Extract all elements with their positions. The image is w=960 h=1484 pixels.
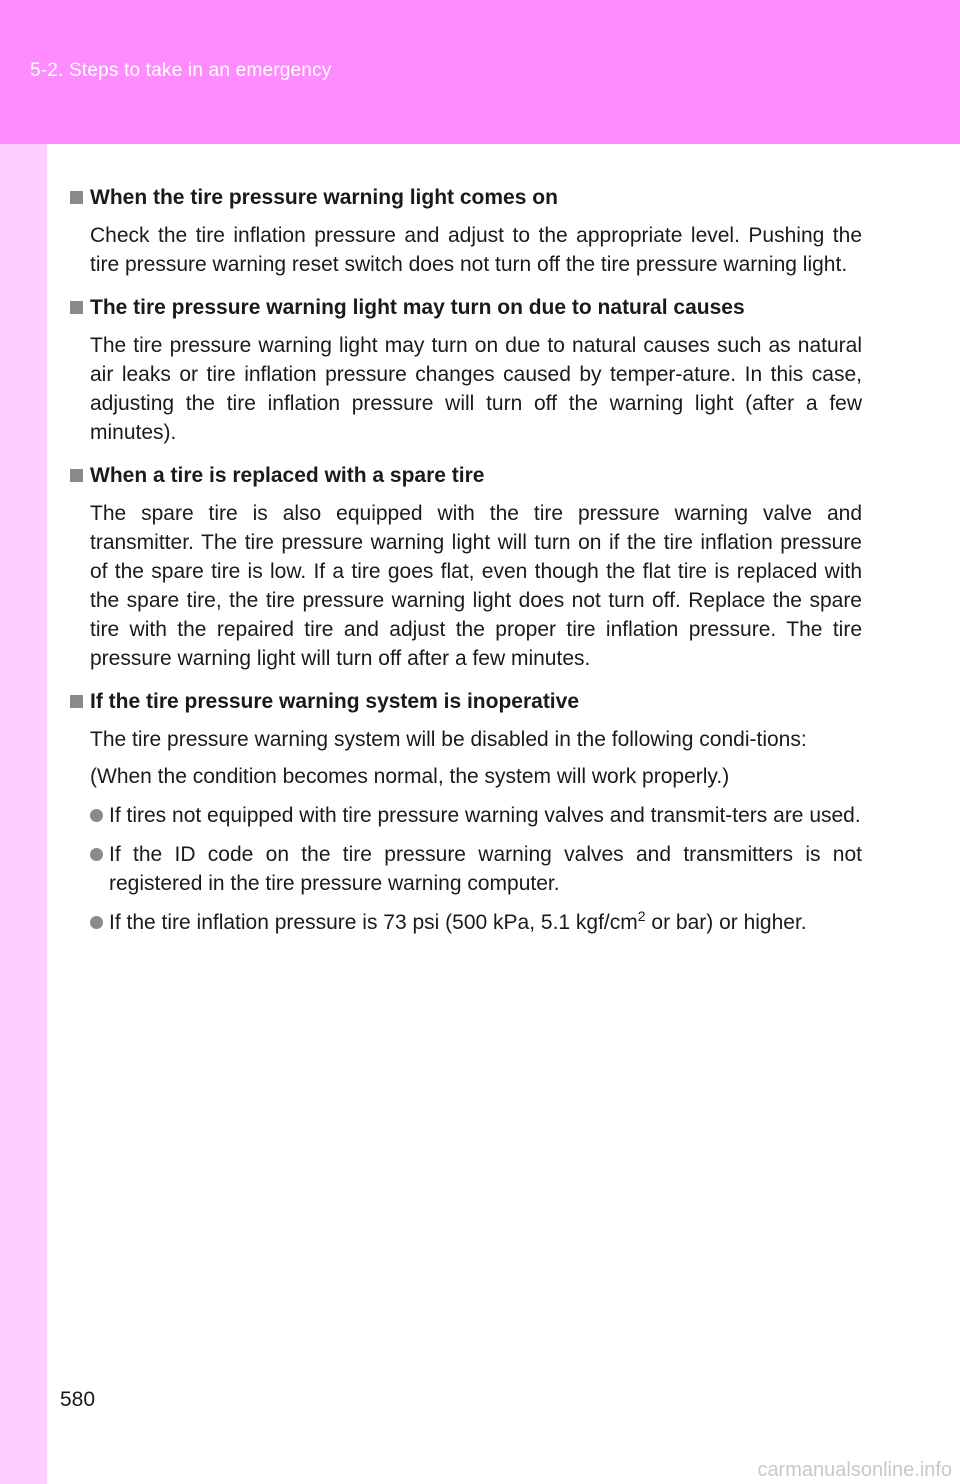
paragraph: (When the condition becomes normal, the system will work properly.) bbox=[90, 765, 730, 788]
section-title: 5-2. Steps to take in an emergency bbox=[30, 60, 332, 81]
paragraph: The tire pressure warning system will be disabled in the following condi-tions: bbox=[90, 728, 807, 751]
page-header bbox=[0, 0, 960, 144]
section-warning-light-on bbox=[70, 183, 862, 279]
side-strip bbox=[0, 144, 47, 1484]
section-heading: If the tire pressure warning system is inoperative bbox=[70, 687, 862, 717]
square-bullet-icon bbox=[70, 191, 83, 204]
list-item: If tires not equipped with tire pressure warning valves and transmit-ters are used. bbox=[90, 801, 862, 830]
list-item bbox=[90, 908, 862, 937]
section-system-inoperative bbox=[70, 687, 862, 937]
square-bullet-icon bbox=[70, 469, 83, 482]
section-heading: The tire pressure warning light may turn on due to natural causes bbox=[70, 293, 862, 323]
paragraph: Check the tire inflation pressure and adjust to the appropriate level. Pushing the tire pressure warning reset switch does not turn off the tire pressure warning light. bbox=[90, 224, 862, 276]
pressure-condition-text: If the tire inflation pressure is 73 psi (500 kPa, 5.1 kgf/$cm^2$ or bar) or higher. bbox=[109, 908, 807, 934]
section-heading: When a tire is replaced with a spare tire bbox=[70, 461, 862, 491]
condition-list bbox=[90, 801, 862, 937]
paragraph: The tire pressure warning light may turn on due to natural causes such as natural air leaks or tire inflation pressure changes caused by temper-ature. In this case, adjusting the tire inflation pressure will turn off the warning light (after a few minutes). bbox=[90, 334, 862, 444]
circle-bullet-icon bbox=[90, 916, 103, 929]
circle-bullet-icon bbox=[90, 809, 103, 822]
paragraph: The spare tire is also equipped with the tire pressure warning valve and transmitter. The tire pressure warning light will turn on if the tire inflation pressure of the spare tire is low. If a tire goes flat, even though the flat tire is replaced with the spare tire, the tire pressure warning light does not turn off. Replace the spare tire with the repaired tire and adjust the proper tire inflation pressure. The tire pressure warning light will turn off after a few minutes. bbox=[90, 502, 862, 670]
section-spare-tire bbox=[70, 461, 862, 673]
section-heading: When the tire pressure warning light comes on bbox=[70, 183, 862, 213]
circle-bullet-icon bbox=[90, 848, 103, 861]
watermark: carmanualsonline.info bbox=[757, 1459, 952, 1481]
list-item: If the ID code on the tire pressure warning valves and transmitters is not registered in the tire pressure warning computer. bbox=[90, 840, 862, 898]
section-natural-causes bbox=[70, 293, 862, 447]
page-content bbox=[70, 183, 862, 951]
page-number: 580 bbox=[60, 1388, 96, 1411]
square-bullet-icon bbox=[70, 695, 83, 708]
square-bullet-icon bbox=[70, 301, 83, 314]
